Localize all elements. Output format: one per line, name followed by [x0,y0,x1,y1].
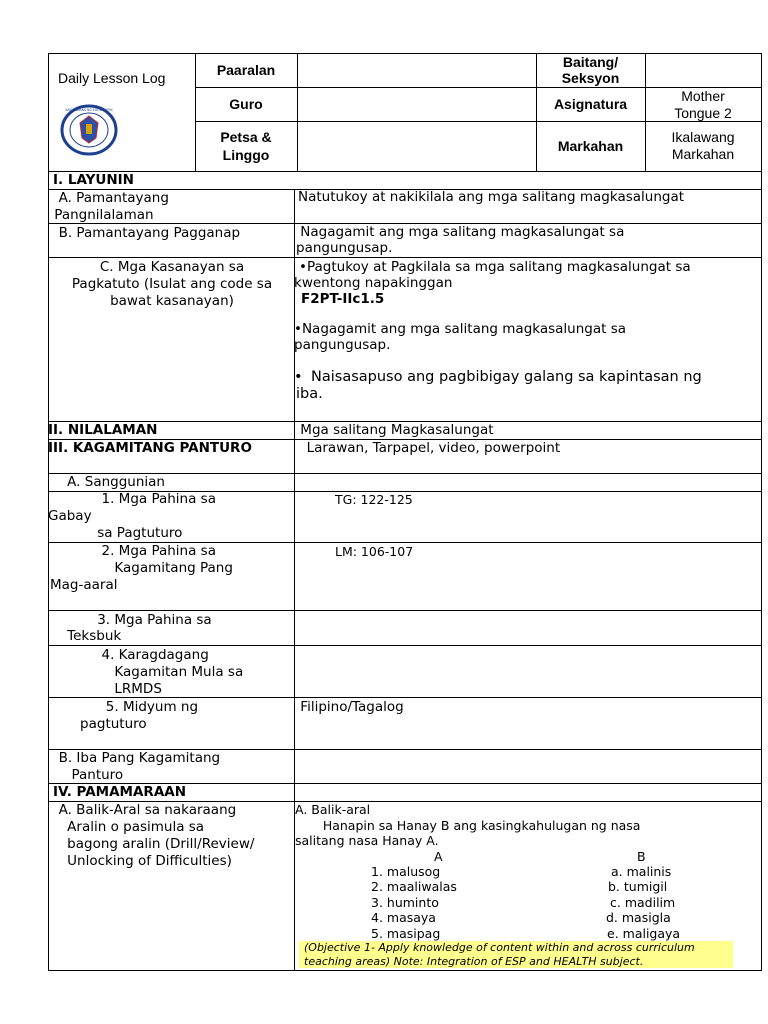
pamantayang-pangnilalaman-label-1: A. Pamantayang [50,190,169,206]
kagamitan-value: Larawan, Tarpapel, video, powerpoint [298,440,561,456]
hanay-b-item: b. tumigil [608,879,668,894]
hanay-a-item: 4. masaya [371,910,436,925]
kasanayan-value-3b: iba. [296,386,323,402]
balik-aral-label-2: Aralin o pasimula sa [50,819,205,835]
balik-aral-instruction-1: Hanapin sa Hanay B ang kasingkahulugan ng nasa [295,818,641,833]
hanay-b-header: B [637,849,646,864]
balik-aral-title: A. Balik-aral [295,802,371,817]
pahina-gabay-label-1: 1. Mga Pahina sa [50,491,216,507]
objective-note-1: (Objective 1- Apply knowledge of content within and across curriculum [304,941,695,954]
objective-note-2: teaching areas) Note: Integration of ESP and HEALTH subject. [304,955,644,968]
kasanayan-value-1b: kwentong napakinggan [294,275,453,291]
hanay-a-item: 3. huminto [371,895,439,910]
pamantayang-pagganap-label: B. Pamantayang Pagganap [50,225,241,241]
balik-aral-instruction-2: salitang nasa Hanay A. [295,833,439,848]
baitang-label-line2: Seksyon [561,70,620,86]
nilalaman-heading: II. NILALAMAN [48,422,158,438]
hanay-a-item: 5. masipag [371,926,441,941]
hanay-b-item: c. madilim [610,895,676,910]
sanggunian-label: A. Sanggunian [50,474,165,490]
baitang-label-line1: Baitang/ [562,54,619,70]
teksbuk-label-1: 3. Mga Pahina sa [50,612,212,628]
midyum-label-1: 5. Midyum ng [50,699,199,715]
layunin-heading: I. LAYUNIN [53,172,134,188]
balik-aral-label-4: Unlocking of Difficulties) [50,853,232,869]
guro-label: Guro [229,96,263,112]
pahina-kagamitan-label-2: Kagamitang Pang [50,560,233,576]
lrmds-label-2: Kagamitan Mula sa [50,664,244,680]
seal-text: KAGAWARAN NG EDUKASYON [65,108,113,112]
nilalaman-value: Mga salitang Magkasalungat [296,422,494,438]
hanay-b-item: a. malinis [611,864,672,879]
pahina-gabay-label-3: sa Pagtuturo [50,525,183,541]
iba-pang-kagamitan-label-2: Panturo [50,767,124,783]
midyum-value: Filipino/Tagalog [296,699,404,715]
petsa-label-line1: Petsa & [220,129,272,145]
midyum-label-2: pagtuturo [50,716,147,732]
teksbuk-label-2: Teksbuk [50,628,122,644]
lrmds-label-1: 4. Karagdagang [50,647,209,663]
pahina-gabay-value: TG: 122-125 [335,492,413,507]
paaralan-label: Paaralan [216,62,276,78]
kasanayan-label-2: Pagkatuto (Isulat ang code sa [71,276,273,292]
kasanayan-value-2a: •Nagagamit ang mga salitang magkasalungat sa [294,321,627,337]
pahina-kagamitan-label-3: Mag-aaral [50,577,118,593]
petsa-label-line2: Linggo [222,147,270,163]
kasanayan-bullet: • [294,369,303,385]
kasanayan-value-3a: Naisasapuso ang pagbibigay galang sa kapintasan ng [311,369,702,385]
pamamaraan-heading: IV. PAMAMARAAN [53,784,187,800]
kasanayan-label-1: C. Mga Kasanayan sa [99,259,245,275]
balik-aral-label-3: bagong aralin (Drill/Review/ [50,836,255,852]
hanay-b-item: e. maligaya [607,926,681,941]
hanay-a-item: 1. malusog [371,864,441,879]
kasanayan-value-1a: •Pagtukoy at Pagkilala sa mga salitang magkasalungat sa [299,259,691,275]
markahan-value-line2: Markahan [671,146,735,162]
asignatura-value-line1: Mother [681,88,725,104]
pahina-kagamitan-label-1: 2. Mga Pahina sa [50,543,216,559]
hanay-a-item: 2. maaliwalas [371,879,457,894]
asignatura-label: Asignatura [553,96,628,112]
pamantayang-pangnilalaman-value: Natutukoy at nakikilala ang mga salitang magkasalungat [298,189,685,205]
pahina-gabay-label-2: Gabay [48,508,92,524]
kagamitan-heading: III. KAGAMITANG PANTURO [48,440,252,456]
pamantayang-pangnilalaman-label-2: Pangnilalaman [50,207,154,223]
pahina-kagamitan-value: LM: 106-107 [335,544,414,559]
hanay-a-header: A [434,849,443,864]
balik-aral-label-1: A. Balik-Aral sa nakaraang [50,802,237,818]
lrmds-label-3: LRMDS [50,681,162,697]
asignatura-value-line2: Tongue 2 [674,105,732,121]
kasanayan-code: F2PT-IIc1.5 [301,291,385,307]
pamantayang-pagganap-value-2: pangungusap. [296,240,393,256]
iba-pang-kagamitan-label-1: B. Iba Pang Kagamitang [50,750,221,766]
pamantayang-pagganap-value-1: Nagagamit ang mga salitang magkasalungat sa [296,224,625,240]
kasanayan-label-3: bawat kasanayan) [110,293,234,309]
markahan-label: Markahan [557,138,624,154]
kasanayan-value-2b: pangungusap. [294,337,391,353]
lesson-log-title: Daily Lesson Log [58,70,166,86]
hanay-b-item: d. masigla [606,910,671,925]
deped-seal-logo [60,104,118,156]
markahan-value-line1: Ikalawang [671,129,735,145]
